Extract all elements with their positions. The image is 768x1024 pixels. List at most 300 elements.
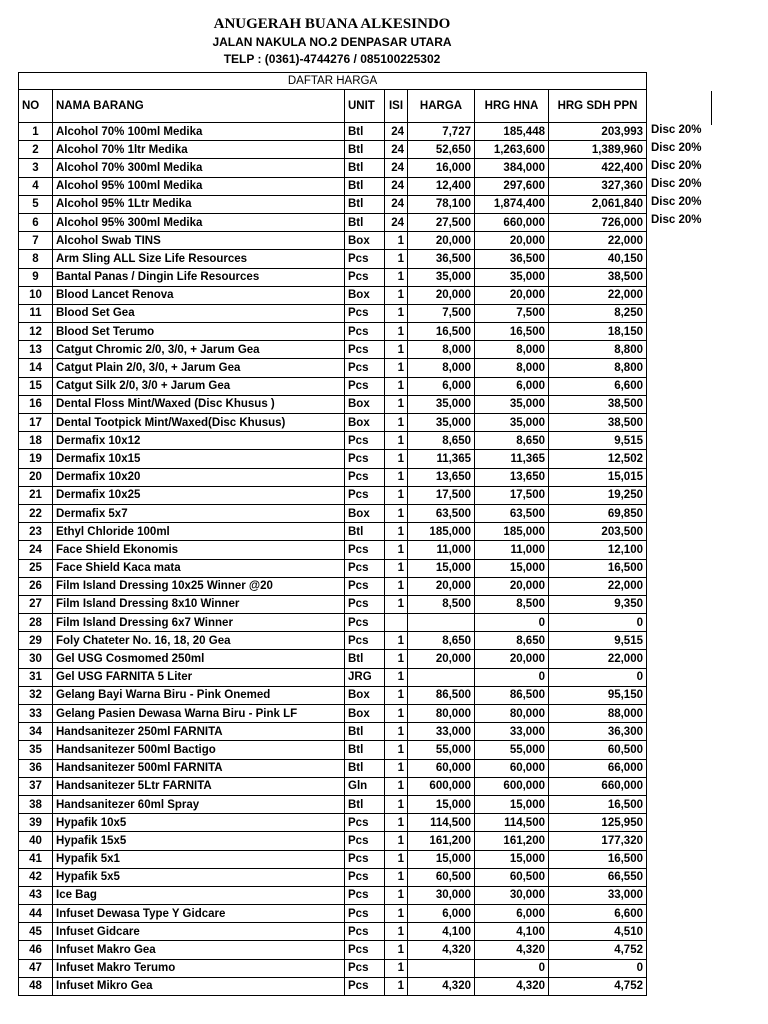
- company-name: ANUGERAH BUANA ALKESINDO: [213, 16, 451, 32]
- cell-unit: Pcs: [345, 977, 385, 995]
- cell-isi: 1: [385, 595, 408, 613]
- cell-isi: 1: [385, 541, 408, 559]
- cell-unit: Pcs: [345, 814, 385, 832]
- cell-name: Infuset Makro Terumo: [53, 959, 345, 977]
- cell-unit: Box: [345, 232, 385, 250]
- cell-unit: Pcs: [345, 959, 385, 977]
- table-row: [19, 723, 647, 741]
- cell-unit: Btl: [345, 195, 385, 213]
- cell-hna: 80,000: [475, 705, 549, 723]
- cell-no: 5: [19, 195, 53, 213]
- cell-name: Catgut Plain 2/0, 3/0, + Jarum Gea: [53, 359, 345, 377]
- cell-name: Bantal Panas / Dingin Life Resources: [53, 268, 345, 286]
- cell-ppn: 125,950: [549, 814, 647, 832]
- cell-isi: 1: [385, 741, 408, 759]
- table-row: [19, 705, 647, 723]
- cell-name: Gelang Bayi Warna Biru - Pink Onemed: [53, 686, 345, 704]
- cell-ppn: 0: [549, 959, 647, 977]
- cell-name: Infuset Gidcare: [53, 923, 345, 941]
- cell-ppn: 8,800: [549, 359, 647, 377]
- table-row: [19, 741, 647, 759]
- cell-unit: Pcs: [345, 323, 385, 341]
- cell-no: 20: [19, 468, 53, 486]
- cell-ppn: 40,150: [549, 250, 647, 268]
- cell-ppn: 33,000: [549, 886, 647, 904]
- cell-isi: 1: [385, 886, 408, 904]
- table-row: [19, 850, 647, 868]
- discount-note: Disc 20%: [651, 196, 702, 209]
- cell-hna: 8,500: [475, 595, 549, 613]
- cell-harga: 20,000: [408, 232, 475, 250]
- cell-hna: 20,000: [475, 286, 549, 304]
- table-row: [19, 614, 647, 632]
- table-row: [19, 213, 647, 231]
- cell-no: 23: [19, 523, 53, 541]
- cell-name: Alcohol 70% 1ltr Medika: [53, 141, 345, 159]
- cell-no: 24: [19, 541, 53, 559]
- cell-ppn: 6,600: [549, 905, 647, 923]
- cell-name: Gelang Pasien Dewasa Warna Biru - Pink LF: [53, 705, 345, 723]
- cell-name: Dermafix 10x15: [53, 450, 345, 468]
- cell-no: 37: [19, 777, 53, 795]
- cell-hna: 15,000: [475, 559, 549, 577]
- cell-name: Catgut Chromic 2/0, 3/0, + Jarum Gea: [53, 341, 345, 359]
- table-row: [19, 268, 647, 286]
- cell-name: Catgut Silk 2/0, 3/0 + Jarum Gea: [53, 377, 345, 395]
- cell-hna: 1,874,400: [475, 195, 549, 213]
- cell-unit: Pcs: [345, 559, 385, 577]
- cell-ppn: 38,500: [549, 395, 647, 413]
- cell-isi: 1: [385, 905, 408, 923]
- cell-name: Dental Floss Mint/Waxed (Disc Khusus ): [53, 395, 345, 413]
- cell-hna: 6,000: [475, 377, 549, 395]
- cell-unit: Pcs: [345, 468, 385, 486]
- cell-isi: 1: [385, 668, 408, 686]
- cell-name: Dermafix 10x12: [53, 432, 345, 450]
- cell-name: Infuset Dewasa Type Y Gidcare: [53, 905, 345, 923]
- cell-isi: 1: [385, 850, 408, 868]
- table-row: [19, 595, 647, 613]
- cell-name: Blood Set Gea: [53, 304, 345, 322]
- cell-hna: 7,500: [475, 304, 549, 322]
- column-header-harga: HARGA: [408, 90, 475, 123]
- cell-hna: 1,263,600: [475, 141, 549, 159]
- cell-unit: Box: [345, 414, 385, 432]
- cell-hna: 4,100: [475, 923, 549, 941]
- cell-isi: 1: [385, 414, 408, 432]
- cell-ppn: 18,150: [549, 323, 647, 341]
- cell-isi: 1: [385, 759, 408, 777]
- cell-name: Hypafik 10x5: [53, 814, 345, 832]
- cell-unit: Pcs: [345, 304, 385, 322]
- cell-no: 34: [19, 723, 53, 741]
- cell-unit: Btl: [345, 123, 385, 141]
- cell-isi: 1: [385, 468, 408, 486]
- cell-unit: Pcs: [345, 614, 385, 632]
- cell-ppn: 6,600: [549, 377, 647, 395]
- cell-hna: 114,500: [475, 814, 549, 832]
- table-row: [19, 414, 647, 432]
- cell-unit: Btl: [345, 177, 385, 195]
- cell-ppn: 4,510: [549, 923, 647, 941]
- cell-harga: 6,000: [408, 905, 475, 923]
- cell-harga: 52,650: [408, 141, 475, 159]
- column-header-isi: ISI: [385, 90, 408, 123]
- cell-harga: [408, 614, 475, 632]
- cell-ppn: 38,500: [549, 268, 647, 286]
- cell-isi: 1: [385, 450, 408, 468]
- cell-name: Alcohol 70% 100ml Medika: [53, 123, 345, 141]
- cell-hna: 8,000: [475, 359, 549, 377]
- cell-harga: 4,320: [408, 941, 475, 959]
- cell-no: 7: [19, 232, 53, 250]
- company-address: JALAN NAKULA NO.2 DENPASAR UTARA: [212, 35, 452, 49]
- cell-harga: 185,000: [408, 523, 475, 541]
- cell-no: 41: [19, 850, 53, 868]
- cell-name: Foly Chateter No. 16, 18, 20 Gea: [53, 632, 345, 650]
- company-phone: TELP : (0361)-4744276 / 085100225302: [223, 52, 441, 66]
- cell-harga: 8,500: [408, 595, 475, 613]
- cell-ppn: 22,000: [549, 577, 647, 595]
- cell-ppn: 660,000: [549, 777, 647, 795]
- price-list-table: [18, 72, 647, 996]
- cell-hna: 0: [475, 614, 549, 632]
- table-row: [19, 886, 647, 904]
- cell-harga: 7,500: [408, 304, 475, 322]
- cell-name: Alcohol 95% 1Ltr Medika: [53, 195, 345, 213]
- cell-harga: 33,000: [408, 723, 475, 741]
- cell-harga: 15,000: [408, 559, 475, 577]
- cell-hna: 86,500: [475, 686, 549, 704]
- table-row: [19, 323, 647, 341]
- cell-ppn: 95,150: [549, 686, 647, 704]
- cell-no: 4: [19, 177, 53, 195]
- cell-ppn: 2,061,840: [549, 195, 647, 213]
- table-row: [19, 905, 647, 923]
- table-row: [19, 959, 647, 977]
- cell-ppn: 4,752: [549, 941, 647, 959]
- cell-ppn: 0: [549, 614, 647, 632]
- table-row: [19, 795, 647, 813]
- cell-no: 27: [19, 595, 53, 613]
- cell-name: Handsanitezer 250ml FARNITA: [53, 723, 345, 741]
- cell-hna: 8,000: [475, 341, 549, 359]
- cell-hna: 35,000: [475, 395, 549, 413]
- table-row: [19, 341, 647, 359]
- cell-hna: 35,000: [475, 268, 549, 286]
- cell-no: 43: [19, 886, 53, 904]
- cell-name: Handsanitezer 60ml Spray: [53, 795, 345, 813]
- cell-ppn: 203,993: [549, 123, 647, 141]
- table-row: [19, 777, 647, 795]
- cell-ppn: 16,500: [549, 795, 647, 813]
- table-row: [19, 468, 647, 486]
- cell-name: Film Island Dressing 6x7 Winner: [53, 614, 345, 632]
- cell-unit: JRG: [345, 668, 385, 686]
- cell-unit: Pcs: [345, 632, 385, 650]
- cell-isi: 1: [385, 268, 408, 286]
- cell-ppn: 9,350: [549, 595, 647, 613]
- cell-unit: Pcs: [345, 941, 385, 959]
- cell-ppn: 8,250: [549, 304, 647, 322]
- cell-harga: 4,100: [408, 923, 475, 941]
- cell-name: Gel USG FARNITA 5 Liter: [53, 668, 345, 686]
- cell-unit: Btl: [345, 213, 385, 231]
- table-row: [19, 232, 647, 250]
- cell-hna: 600,000: [475, 777, 549, 795]
- cell-name: Dermafix 5x7: [53, 504, 345, 522]
- cell-ppn: 16,500: [549, 850, 647, 868]
- cell-no: 48: [19, 977, 53, 995]
- cell-no: 16: [19, 395, 53, 413]
- cell-unit: Pcs: [345, 450, 385, 468]
- cell-hna: 30,000: [475, 886, 549, 904]
- cell-no: 3: [19, 159, 53, 177]
- cell-hna: 55,000: [475, 741, 549, 759]
- cell-hna: 20,000: [475, 650, 549, 668]
- cell-isi: 24: [385, 213, 408, 231]
- cell-isi: 1: [385, 359, 408, 377]
- cell-no: 18: [19, 432, 53, 450]
- cell-no: 40: [19, 832, 53, 850]
- cell-harga: 7,727: [408, 123, 475, 141]
- cell-harga: 161,200: [408, 832, 475, 850]
- cell-harga: 20,000: [408, 650, 475, 668]
- table-row: [19, 868, 647, 886]
- cell-harga: 63,500: [408, 504, 475, 522]
- cell-no: 35: [19, 741, 53, 759]
- cell-hna: 161,200: [475, 832, 549, 850]
- cell-hna: 185,000: [475, 523, 549, 541]
- cell-ppn: 60,500: [549, 741, 647, 759]
- cell-hna: 36,500: [475, 250, 549, 268]
- cell-unit: Pcs: [345, 377, 385, 395]
- cell-harga: 12,400: [408, 177, 475, 195]
- cell-isi: 1: [385, 523, 408, 541]
- table-row: [19, 286, 647, 304]
- table-row: [19, 432, 647, 450]
- cell-isi: 1: [385, 650, 408, 668]
- cell-harga: [408, 668, 475, 686]
- cell-no: 32: [19, 686, 53, 704]
- table-row: [19, 650, 647, 668]
- cell-unit: Pcs: [345, 432, 385, 450]
- cell-ppn: 177,320: [549, 832, 647, 850]
- cell-hna: 4,320: [475, 977, 549, 995]
- cell-ppn: 4,752: [549, 977, 647, 995]
- discount-note: Disc 20%: [651, 159, 702, 172]
- cell-isi: 1: [385, 432, 408, 450]
- cell-no: 47: [19, 959, 53, 977]
- table-row: [19, 923, 647, 941]
- cell-harga: 4,320: [408, 977, 475, 995]
- table-row: [19, 250, 647, 268]
- cell-isi: 1: [385, 250, 408, 268]
- cell-hna: 33,000: [475, 723, 549, 741]
- cell-name: Gel USG Cosmomed 250ml: [53, 650, 345, 668]
- cell-name: Alcohol Swab TINS: [53, 232, 345, 250]
- table-row: [19, 941, 647, 959]
- cell-ppn: 726,000: [549, 213, 647, 231]
- cell-isi: 1: [385, 959, 408, 977]
- cell-no: 42: [19, 868, 53, 886]
- cell-ppn: 66,550: [549, 868, 647, 886]
- cell-hna: 6,000: [475, 905, 549, 923]
- cell-name: Hypafik 15x5: [53, 832, 345, 850]
- cell-ppn: 1,389,960: [549, 141, 647, 159]
- cell-ppn: 8,800: [549, 341, 647, 359]
- table-row: [19, 450, 647, 468]
- cell-hna: 4,320: [475, 941, 549, 959]
- cell-ppn: 327,360: [549, 177, 647, 195]
- table-row: [19, 668, 647, 686]
- table-title: DAFTAR HARGA: [19, 73, 647, 90]
- cell-isi: 1: [385, 705, 408, 723]
- cell-harga: 78,100: [408, 195, 475, 213]
- cell-unit: Pcs: [345, 341, 385, 359]
- cell-harga: 15,000: [408, 795, 475, 813]
- table-row: [19, 195, 647, 213]
- cell-name: Arm Sling ALL Size Life Resources: [53, 250, 345, 268]
- cell-name: Handsanitezer 500ml Bactigo: [53, 741, 345, 759]
- cell-isi: 1: [385, 286, 408, 304]
- column-header-hna: HRG HNA: [475, 90, 549, 123]
- cell-harga: 27,500: [408, 213, 475, 231]
- cell-hna: 16,500: [475, 323, 549, 341]
- cell-isi: [385, 614, 408, 632]
- cell-no: 12: [19, 323, 53, 341]
- cell-name: Handsanitezer 500ml FARNITA: [53, 759, 345, 777]
- cell-unit: Btl: [345, 650, 385, 668]
- cell-harga: 80,000: [408, 705, 475, 723]
- cell-harga: 6,000: [408, 377, 475, 395]
- cell-unit: Box: [345, 286, 385, 304]
- cell-no: 31: [19, 668, 53, 686]
- cell-unit: Btl: [345, 523, 385, 541]
- cell-isi: 1: [385, 377, 408, 395]
- cell-ppn: 88,000: [549, 705, 647, 723]
- cell-ppn: 9,515: [549, 632, 647, 650]
- column-header-no: NO: [19, 90, 53, 123]
- table-row: [19, 377, 647, 395]
- discount-note: Disc 20%: [651, 141, 702, 154]
- cell-isi: 1: [385, 559, 408, 577]
- cell-hna: 15,000: [475, 795, 549, 813]
- cell-harga: 60,500: [408, 868, 475, 886]
- cell-isi: 24: [385, 159, 408, 177]
- cell-harga: 11,000: [408, 541, 475, 559]
- cell-harga: 8,650: [408, 632, 475, 650]
- cell-unit: Pcs: [345, 868, 385, 886]
- cell-unit: Pcs: [345, 486, 385, 504]
- document-header: [0, 14, 664, 68]
- cell-isi: 1: [385, 795, 408, 813]
- cell-no: 17: [19, 414, 53, 432]
- table-row: [19, 977, 647, 995]
- cell-name: Alcohol 95% 100ml Medika: [53, 177, 345, 195]
- cell-isi: 1: [385, 304, 408, 322]
- cell-name: Film Island Dressing 10x25 Winner @20: [53, 577, 345, 595]
- cell-harga: 8,000: [408, 341, 475, 359]
- table-row: [19, 159, 647, 177]
- table-row: [19, 577, 647, 595]
- cell-harga: 86,500: [408, 686, 475, 704]
- cell-no: 19: [19, 450, 53, 468]
- cell-unit: Pcs: [345, 577, 385, 595]
- cell-unit: Pcs: [345, 268, 385, 286]
- cell-name: Ice Bag: [53, 886, 345, 904]
- column-header-ppn: HRG SDH PPN: [549, 90, 647, 123]
- cell-ppn: 36,300: [549, 723, 647, 741]
- cell-harga: 20,000: [408, 286, 475, 304]
- cell-ppn: 9,515: [549, 432, 647, 450]
- cell-no: 15: [19, 377, 53, 395]
- cell-hna: 660,000: [475, 213, 549, 231]
- cell-ppn: 22,000: [549, 286, 647, 304]
- cell-ppn: 19,250: [549, 486, 647, 504]
- cell-name: Hypafik 5x5: [53, 868, 345, 886]
- table-title-row: [19, 73, 647, 90]
- table-row: [19, 559, 647, 577]
- cell-isi: 1: [385, 923, 408, 941]
- cell-unit: Box: [345, 686, 385, 704]
- cell-hna: 8,650: [475, 632, 549, 650]
- cell-harga: 35,000: [408, 268, 475, 286]
- cell-hna: 20,000: [475, 577, 549, 595]
- cell-name: Alcohol 70% 300ml Medika: [53, 159, 345, 177]
- cell-isi: 1: [385, 323, 408, 341]
- cell-hna: 13,650: [475, 468, 549, 486]
- cell-name: Film Island Dressing 8x10 Winner: [53, 595, 345, 613]
- table-row: [19, 541, 647, 559]
- cell-unit: Box: [345, 705, 385, 723]
- cell-isi: 1: [385, 977, 408, 995]
- cell-name: Dermafix 10x20: [53, 468, 345, 486]
- cell-name: Face Shield Ekonomis: [53, 541, 345, 559]
- table-row: [19, 504, 647, 522]
- cell-ppn: 203,500: [549, 523, 647, 541]
- cell-ppn: 422,400: [549, 159, 647, 177]
- table-row: [19, 359, 647, 377]
- cell-unit: Pcs: [345, 886, 385, 904]
- cell-no: 45: [19, 923, 53, 941]
- cell-harga: 16,000: [408, 159, 475, 177]
- cell-harga: 35,000: [408, 395, 475, 413]
- cell-no: 44: [19, 905, 53, 923]
- cell-name: Infuset Makro Gea: [53, 941, 345, 959]
- discount-note: Disc 20%: [651, 178, 702, 191]
- cell-harga: 30,000: [408, 886, 475, 904]
- cell-no: 1: [19, 123, 53, 141]
- cell-name: Dental Tootpick Mint/Waxed(Disc Khusus): [53, 414, 345, 432]
- cell-harga: 114,500: [408, 814, 475, 832]
- cell-harga: 35,000: [408, 414, 475, 432]
- cell-unit: Box: [345, 395, 385, 413]
- cell-unit: Btl: [345, 159, 385, 177]
- cell-hna: 63,500: [475, 504, 549, 522]
- cell-harga: 600,000: [408, 777, 475, 795]
- cell-isi: 24: [385, 123, 408, 141]
- cell-unit: Pcs: [345, 850, 385, 868]
- cell-isi: 1: [385, 941, 408, 959]
- cell-no: 10: [19, 286, 53, 304]
- cell-hna: 60,000: [475, 759, 549, 777]
- table-row: [19, 759, 647, 777]
- cell-harga: [408, 959, 475, 977]
- cell-ppn: 22,000: [549, 650, 647, 668]
- cell-name: Alcohol 95% 300ml Medika: [53, 213, 345, 231]
- cell-unit: Pcs: [345, 905, 385, 923]
